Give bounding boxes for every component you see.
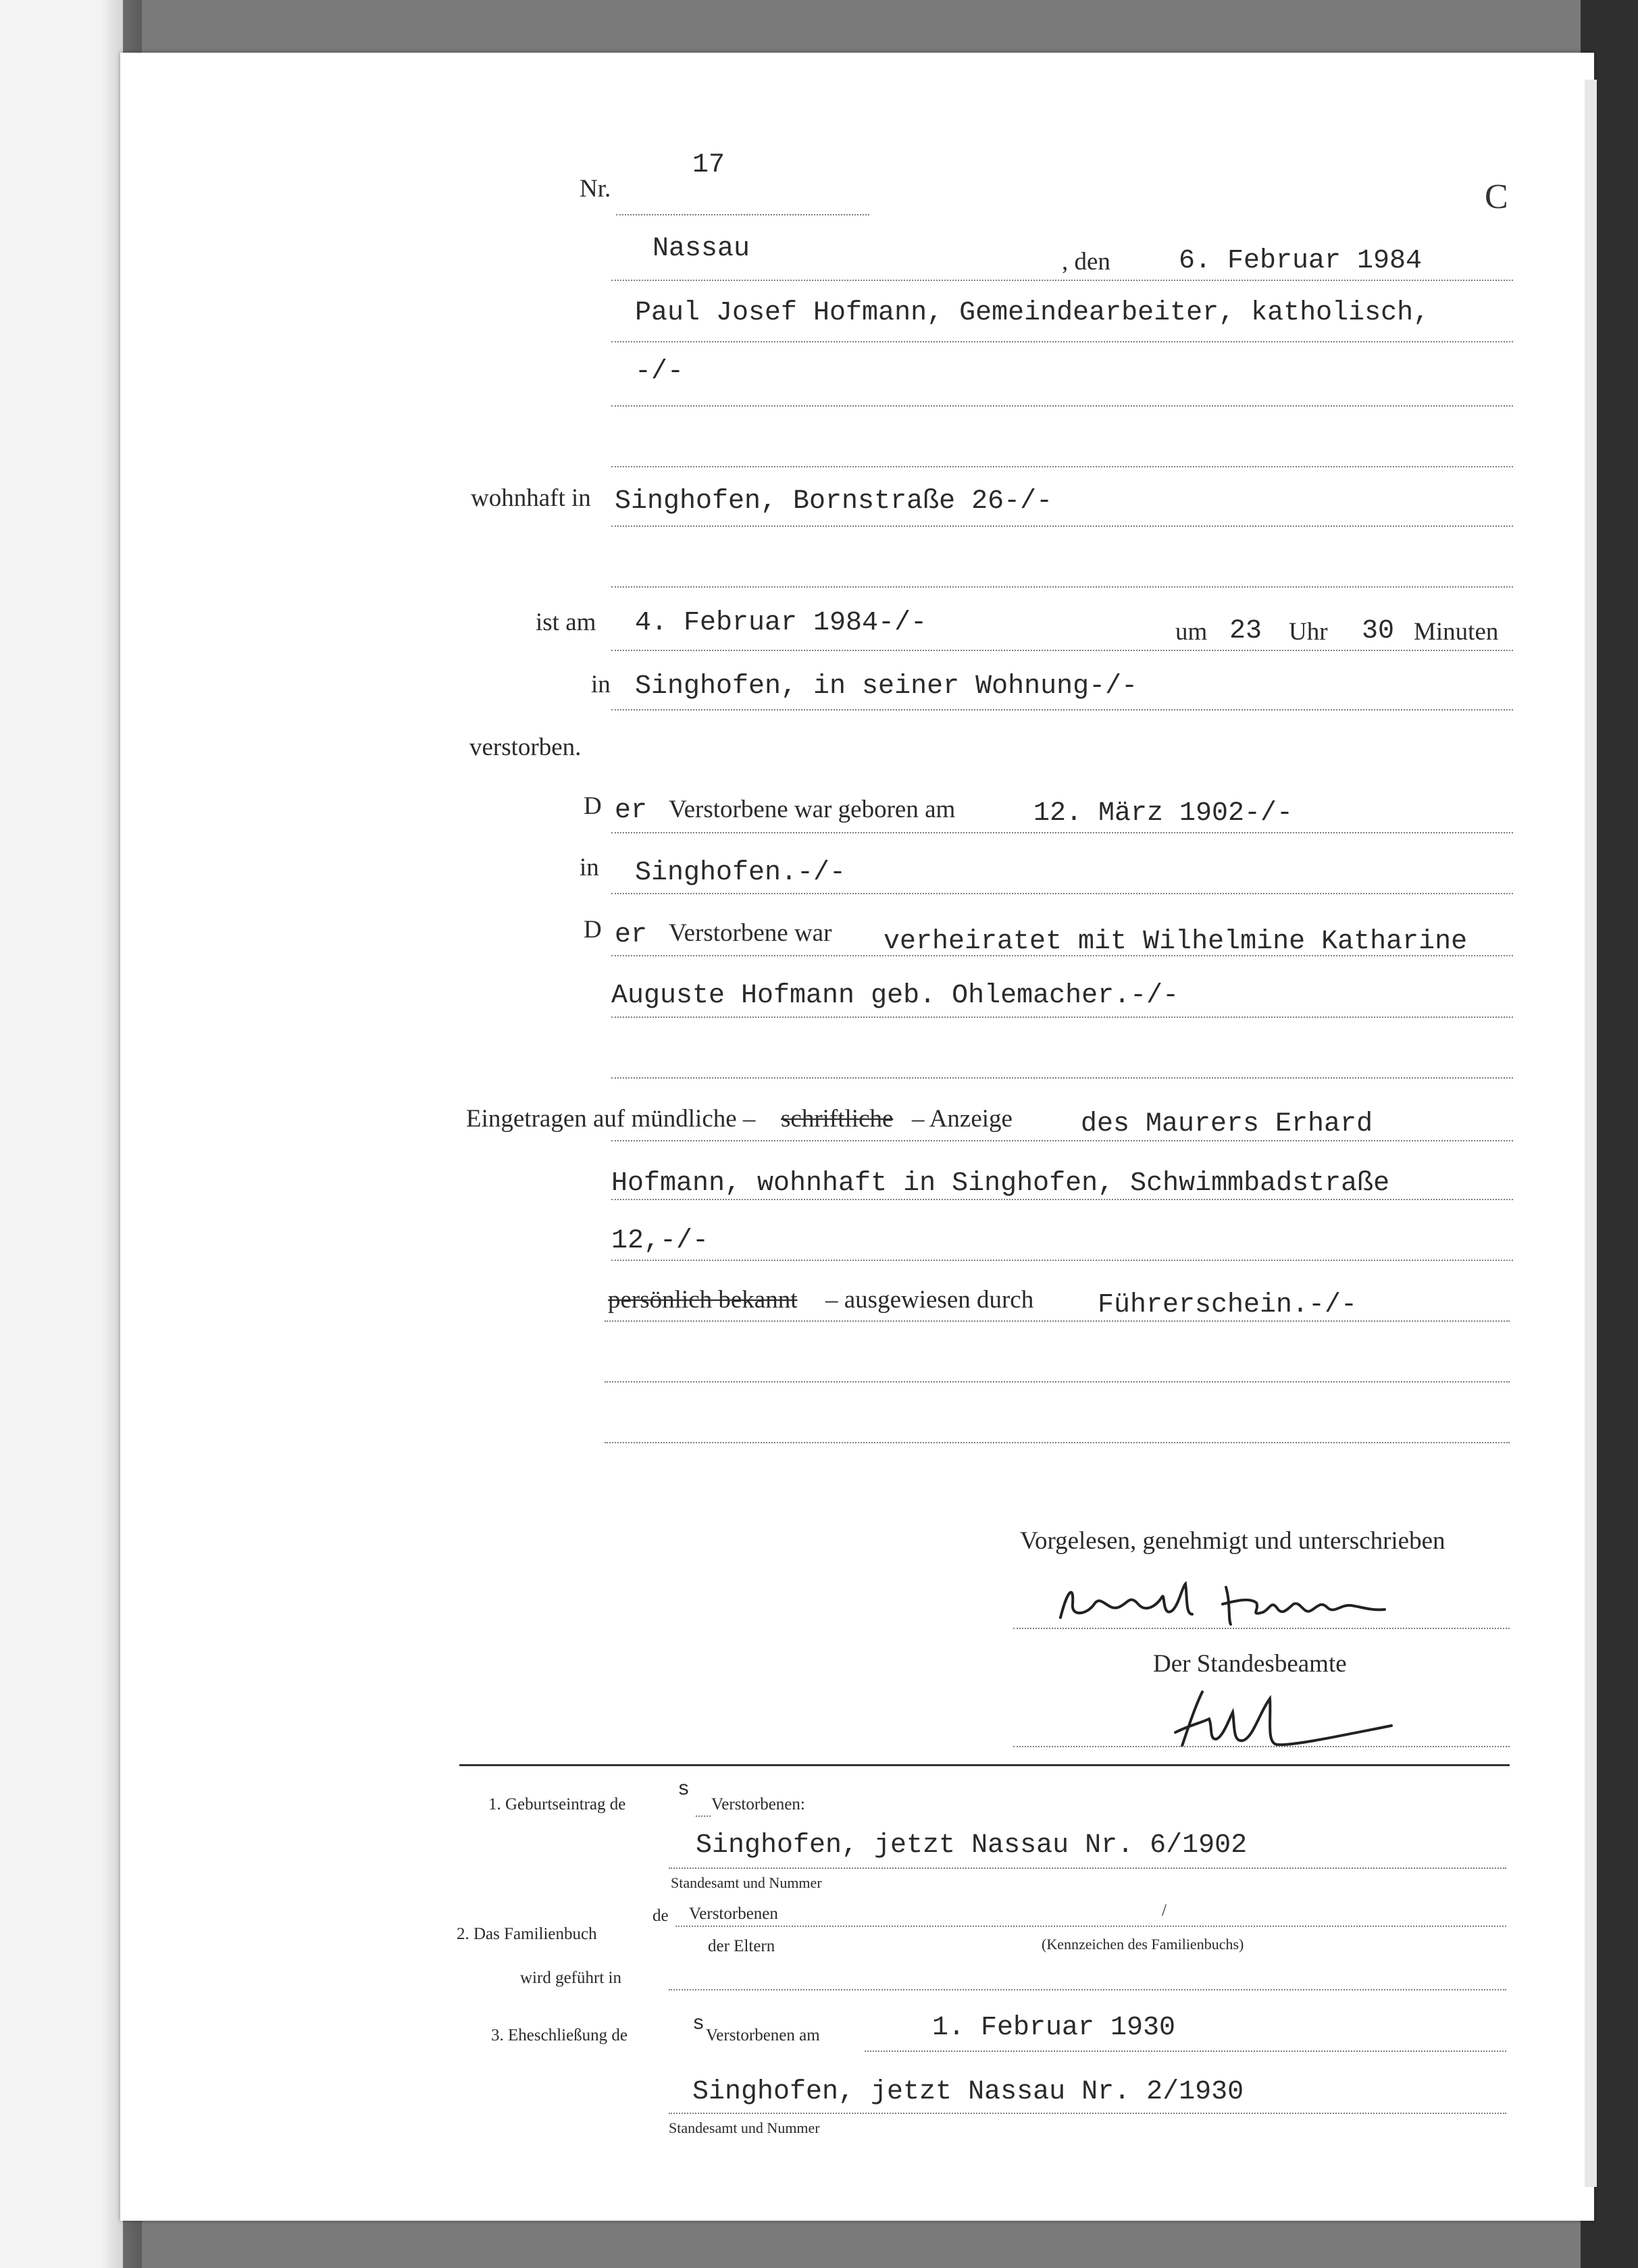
informant-line-2: Hofmann, wohnhaft in Singhofen, Schwimmbadstraße (611, 1168, 1390, 1199)
nr-value: 17 (692, 150, 725, 180)
married-prefix: D (584, 916, 602, 944)
sec2-de: de (652, 1907, 669, 1925)
sec2-value: Verstorbenen (689, 1905, 778, 1923)
sec1-label: 1. Geburtseintrag de (488, 1795, 626, 1813)
sec2-rule-2 (669, 1989, 1506, 1990)
person-line-2-rule (611, 405, 1513, 407)
sec2-gefuehrt: wird geführt in (520, 1969, 621, 1987)
ausgewiesen-rule (605, 1320, 1510, 1322)
ausgewiesen-label: – ausgewiesen durch (825, 1286, 1034, 1314)
married-rule-3 (611, 1077, 1513, 1079)
nr-label: Nr. (580, 175, 611, 203)
uhr-label: Uhr (1289, 618, 1328, 646)
verstorben-label: verstorben. (469, 733, 582, 761)
sec1-value: Singhofen, jetzt Nassau Nr. 6/1902 (696, 1830, 1248, 1861)
minute-value: 30 (1362, 616, 1395, 646)
anzeige-label: – Anzeige (912, 1105, 1013, 1133)
bekannt-struck: persönlich bekannt (608, 1286, 798, 1314)
sec3-sup: s (692, 2013, 705, 2036)
ist-am-value: 4. Februar 1984-/- (635, 608, 927, 638)
sec3-place-rule (669, 2113, 1506, 2114)
page-stack-edge (1585, 80, 1597, 2187)
record-page (120, 53, 1594, 2221)
born-in-value: Singhofen.-/- (635, 858, 846, 888)
death-place-value: Singhofen, in seiner Wohnung-/- (635, 671, 1138, 702)
um-label: um (1175, 618, 1208, 646)
nr-line (616, 214, 869, 215)
sec2-slash: / (1162, 1901, 1167, 1919)
place-value: Nassau (652, 234, 750, 264)
born-suffix: er (615, 796, 648, 826)
blank-rule-1 (605, 1381, 1510, 1383)
person-line-3-rule (611, 466, 1513, 467)
minuten-label: Minuten (1414, 618, 1499, 646)
eingetragen-label: Eingetragen auf mündliche – (466, 1105, 756, 1133)
sec1-caption: Standesamt und Nummer (671, 1874, 822, 1891)
sec3-place: Singhofen, jetzt Nassau Nr. 2/1930 (692, 2077, 1244, 2107)
person-line-2: -/- (635, 357, 684, 387)
sec2-eltern: der Eltern (708, 1937, 775, 1955)
sec2-label: 2. Das Familienbuch (457, 1925, 597, 1943)
sec3-label: 3. Eheschließung de (491, 2026, 628, 2044)
sec2-rule (675, 1926, 1506, 1927)
sec1-sup-rule (696, 1815, 711, 1817)
death-place-rule (611, 709, 1513, 711)
born-label: Verstorbene war geboren am (669, 796, 956, 823)
married-suffix: er (615, 920, 648, 950)
married-line-1: verheiratet mit Wilhelmine Katharine (884, 927, 1468, 957)
born-value: 12. März 1902-/- (1033, 798, 1294, 829)
registrar-signature (1169, 1685, 1398, 1759)
date-line (611, 280, 1513, 281)
ausgewiesen-value: Führerschein.-/- (1098, 1290, 1358, 1320)
born-in-rule (611, 893, 1513, 894)
sec3-label-b: Verstorbenen am (706, 2026, 820, 2044)
informant-rule-2 (611, 1199, 1513, 1200)
person-line-1: Paul Josef Hofmann, Gemeindearbeiter, katholisch, (635, 298, 1430, 328)
born-in-label: in (580, 854, 599, 881)
vorgelesen-label: Vorgelesen, genehmigt und unterschrieben (1020, 1527, 1445, 1555)
sec3-rule (865, 2051, 1506, 2052)
blank-rule-2 (605, 1442, 1510, 1443)
informant-signature (1054, 1577, 1405, 1631)
married-line-2: Auguste Hofmann geb. Ohlemacher.-/- (611, 981, 1179, 1011)
den-label: , den (1062, 248, 1110, 276)
hour-value: 23 (1229, 616, 1262, 646)
wohnhaft-value: Singhofen, Bornstraße 26-/- (615, 486, 1053, 517)
married-rule-2 (611, 1016, 1513, 1018)
registrar-signature-rule (1013, 1746, 1510, 1747)
born-prefix: D (584, 792, 602, 820)
corner-letter: C (1485, 178, 1508, 216)
born-rule (611, 832, 1513, 833)
death-in-label: in (591, 671, 611, 698)
sec1-sup: s (677, 1778, 690, 1801)
person-line-1-rule (611, 341, 1513, 342)
date-value: 6. Februar 1984 (1179, 246, 1423, 276)
informant-line-3: 12,-/- (611, 1226, 709, 1256)
wohnhaft-rule-2 (611, 586, 1513, 588)
ist-am-label: ist am (536, 609, 596, 636)
sec3-caption: Standesamt und Nummer (669, 2119, 820, 2136)
informant-line-1: des Maurers Erhard (1081, 1109, 1373, 1139)
informant-rule-3 (611, 1260, 1513, 1261)
sec3-value: 1. Februar 1930 (932, 2013, 1176, 2043)
wohnhaft-label: wohnhaft in (471, 484, 591, 512)
sec1-label-b: Verstorbenen: (711, 1795, 805, 1813)
informant-signature-rule (1013, 1628, 1510, 1629)
sec2-kennzeichen: (Kennzeichen des Familienbuchs) (1042, 1936, 1244, 1953)
wohnhaft-rule (611, 525, 1513, 527)
sec1-rule (669, 1867, 1506, 1869)
married-label: Verstorbene war (669, 919, 832, 947)
ist-am-rule (611, 650, 1513, 651)
section-separator (459, 1764, 1510, 1766)
informant-rule-1 (611, 1140, 1513, 1141)
married-rule-1 (611, 955, 1513, 956)
standesbeamte-label: Der Standesbeamte (1153, 1650, 1347, 1678)
schriftliche-struck: schriftliche (781, 1105, 894, 1133)
